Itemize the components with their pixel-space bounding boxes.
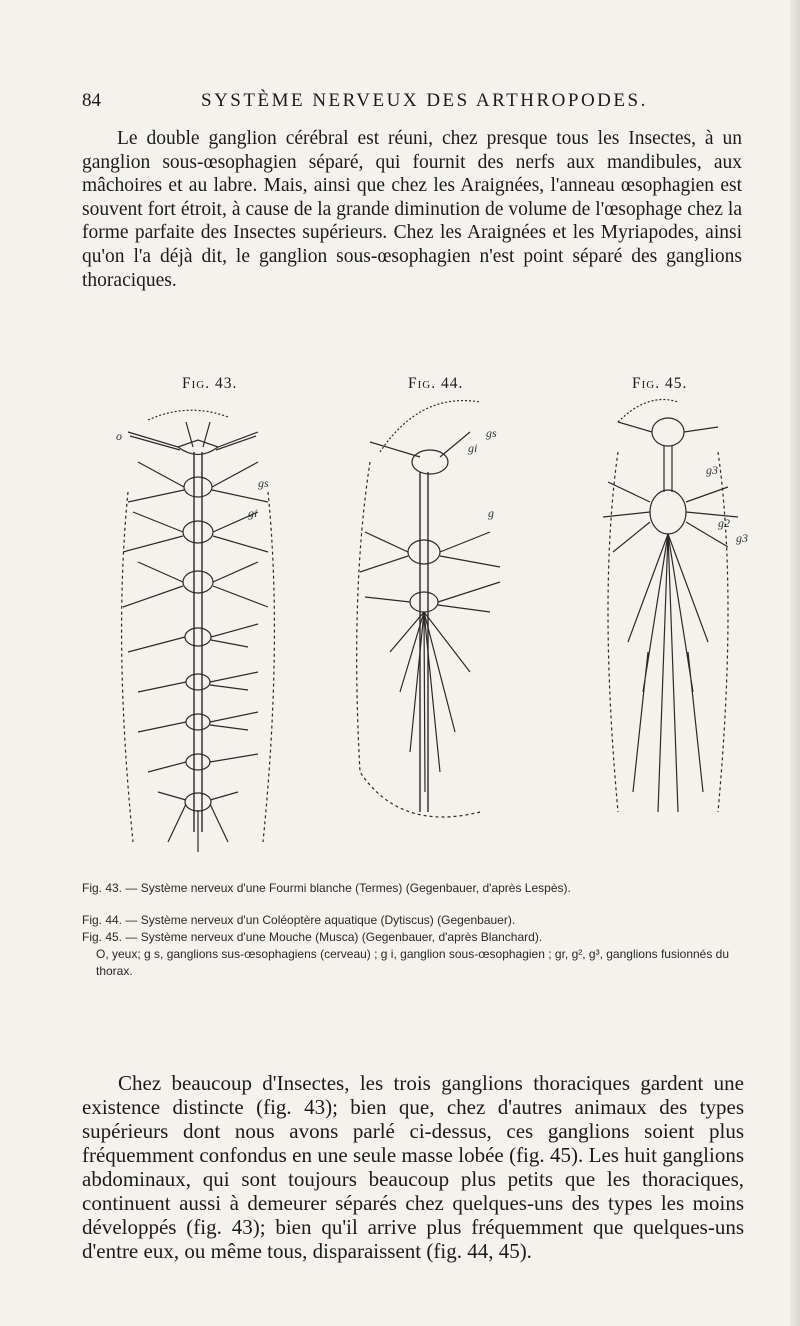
figure-43-illustration	[108, 392, 288, 872]
figure-45-illustration	[588, 392, 758, 832]
figure-44-illustration	[340, 392, 540, 832]
figure-43-label: Fig. 43.	[182, 375, 238, 392]
fig44-mark-gi: gi	[468, 441, 478, 455]
caption-fig-43: Fig. 43. — Système nerveux d'une Fourmi blanche (Termes) (Gegenbauer, d'après Lespès).	[82, 881, 571, 895]
fig43-mark-gi: gi	[248, 506, 258, 520]
fig43-mark-gs: gs	[258, 476, 269, 490]
fig44-mark-gs: gs	[486, 426, 497, 440]
page-number: 84	[82, 90, 101, 111]
fig45-mark-g3: g3	[706, 463, 718, 477]
figure-45-label: Fig. 45.	[632, 375, 688, 392]
fig43-mark-o: o	[116, 429, 122, 443]
caption-fig-45: Fig. 45. — Système nerveux d'une Mouche (Musca) (Gegenbauer, d'après Blanchard).	[82, 930, 543, 944]
fig44-mark-g: g	[488, 506, 494, 520]
paragraph-1: Le double ganglion cérébral est réuni, chez presque tous les Insectes, à un ganglion sous-œsophagien séparé, qui fournit des nerfs aux mandibules, aux mâchoires et au labre. Mais, ainsi que chez les Araignées, l'anneau œsophagien est souvent fort étroit, à cause de la grande diminution de volume de l'œsophage chez la forme parfaite des Insectes supérieurs. Chez les Araignées et les Myriapodes, ainsi qu'on l'a déjà dit, le ganglion sous-œsophagien n'est point séparé des ganglions thoraciques.	[82, 128, 742, 291]
running-title: SYSTÈME NERVEUX DES ARTHROPODES.	[201, 90, 648, 111]
caption-fig-44: Fig. 44. — Système nerveux d'un Coléoptère aquatique (Dytiscus) (Gegenbauer).	[82, 913, 516, 927]
page-edge	[790, 0, 800, 1326]
figure-44-label: Fig. 44.	[408, 375, 464, 392]
fig45-mark-g3b: g3	[736, 531, 748, 545]
fig45-mark-g2: g2	[718, 516, 730, 530]
paragraph-2: Chez beaucoup d'Insectes, les trois ganglions thoraciques gardent une existence distincte (fig. 43); bien que, chez d'autres animaux des types supérieurs dont nous avons parlé ci-dessus, ces ganglions soient plus fréquemment confondus en une seule masse lobée (fig. 45). Les huit ganglions abdominaux, qui sont toujours beaucoup plus petits que les thoraciques, continuent aussi à demeurer séparés chez quelques-uns des types les moins développés (fig. 43); bien qu'il arrive plus fréquemment que quelques-uns d'entre eux, ou même tous, disparaissent (fig. 44, 45).	[82, 1071, 744, 1263]
caption-legend: O, yeux; g s, ganglions sus-œsophagiens (cerveau) ; g i, ganglion sous-œsophagien ; gr, g², g³, ganglions fusionnés du thorax.	[96, 947, 730, 978]
